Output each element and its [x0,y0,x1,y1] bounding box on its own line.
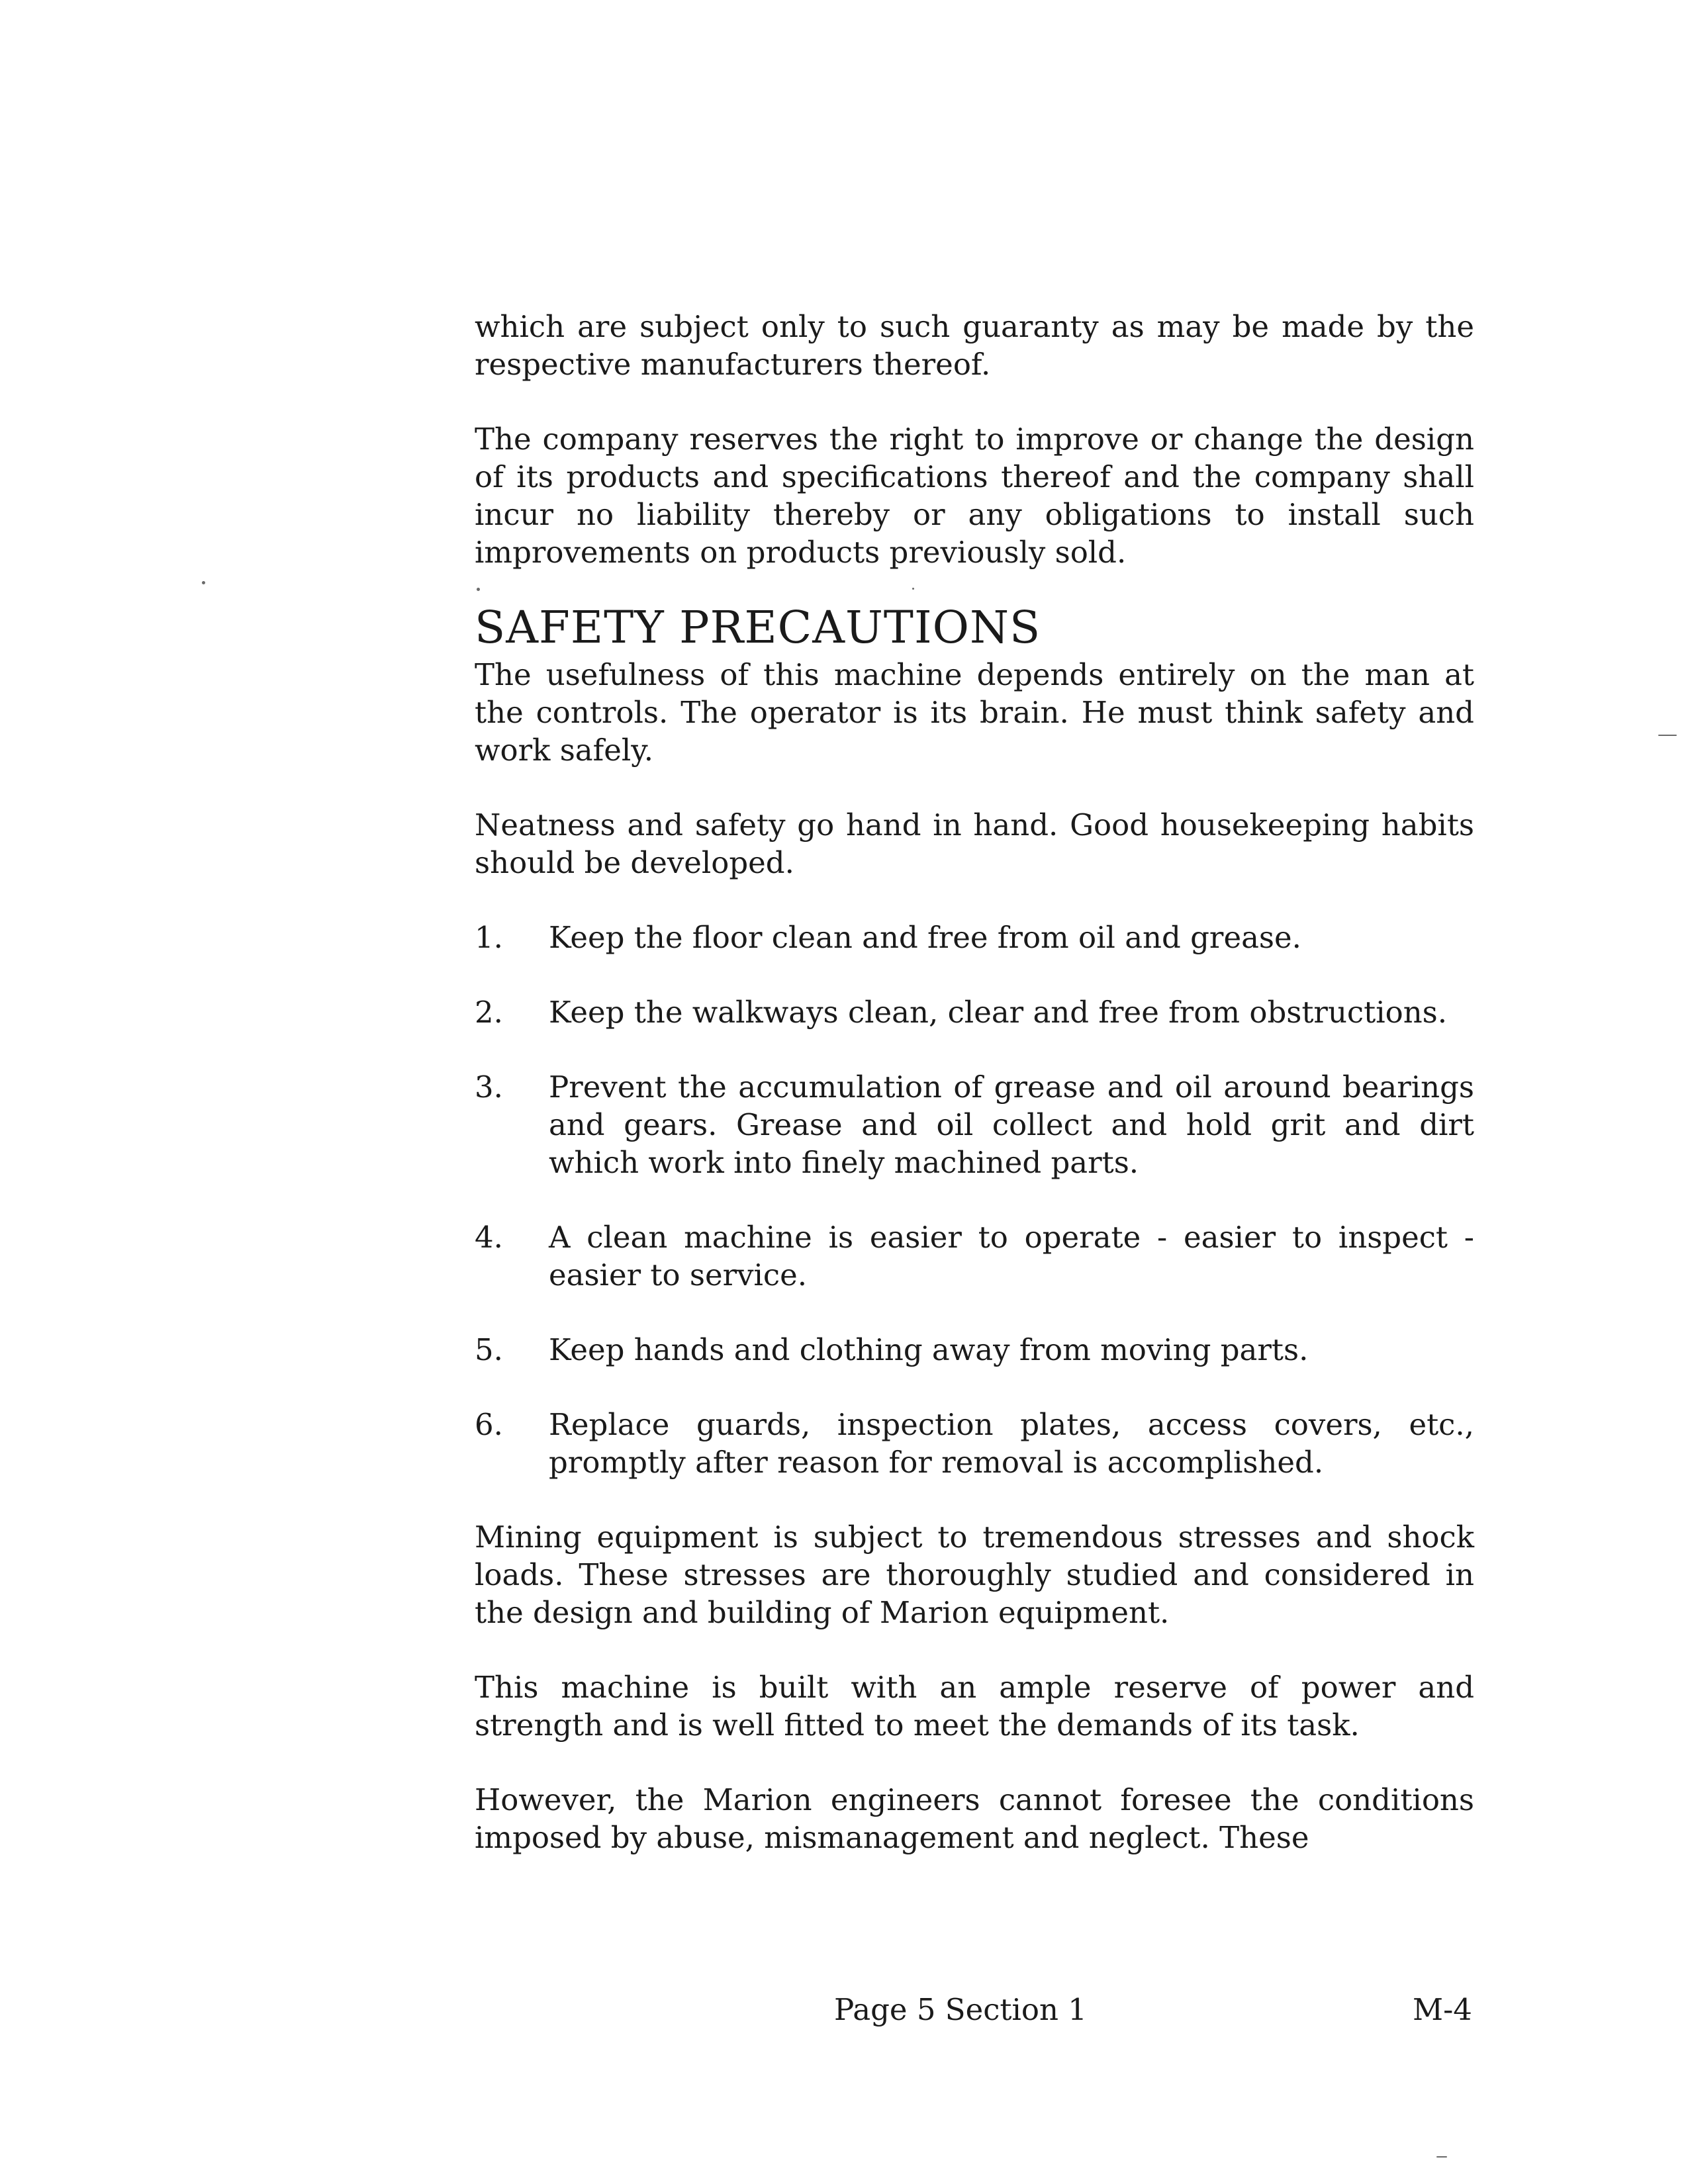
list-item-number: 1. [475,920,503,955]
paragraph-usefulness: The usefulness of this machine depends entirely on the man at the controls. The operator is its brain. He must think safety and work safely. [475,657,1474,768]
list-item-text: Prevent the accumulation of grease and oil around bearings and gears. Grease and oil collect and hold grit and dirt which work into finely machined parts. [549,1069,1474,1180]
footer-page-label: Page 5 Section 1 [834,1992,1087,2027]
paragraph-machine-power: This machine is built with an ample reserve of power and strength and is well fitted to meet the demands of its task. [475,1670,1474,1743]
list-item-text: Keep the floor clean and free from oil and grease. [549,920,1301,955]
list-item-number: 3. [475,1069,503,1105]
list-item [475,1406,1474,1481]
list-item [475,993,1474,1031]
list-item [475,1218,1474,1294]
document-body [475,308,1474,1893]
list-item [475,1331,1474,1369]
list-item-number: 6. [475,1407,503,1442]
list-item-text: Keep the walkways clean, clear and free from obstructions. [549,995,1448,1030]
list-item-text: Replace guards, inspection plates, access covers, etc., promptly after reason for removal is accomplished. [549,1407,1474,1480]
paragraph-mining-equipment: Mining equipment is subject to tremendous stresses and shock loads. These stresses are thoroughly studied and considered in the design and building of Marion equipment. [475,1520,1474,1630]
scan-speck [477,588,480,591]
list-item-number: 4. [475,1220,503,1255]
list-item-number: 5. [475,1332,503,1367]
scan-speck [202,581,205,584]
paragraph-neatness: Neatness and safety go hand in hand. Good housekeeping habits should be developed. [475,807,1474,880]
scan-speck [1436,2156,1447,2158]
list-item-text: Keep hands and clothing away from moving parts. [549,1332,1309,1367]
list-item [475,919,1474,956]
safety-list [475,919,1474,1481]
paragraph-company-rights: The company reserves the right to improve or change the design of its products and specifications thereof and the company shall incur no liability thereby or any obligations to install such improvements on products previously sold. [475,422,1474,570]
scan-speck [912,588,914,590]
list-item-number: 2. [475,995,503,1030]
list-item [475,1068,1474,1181]
paragraph-guaranty: which are subject only to such guaranty as may be made by the respective manufacturers thereof. [475,309,1474,382]
paragraph-engineers: However, the Marion engineers cannot foresee the conditions imposed by abuse, mismanagement and neglect. These [475,1782,1474,1855]
section-heading: SAFETY PRECAUTIONS [475,601,1041,653]
list-item-text: A clean machine is easier to operate - easier to inspect - easier to service. [549,1220,1474,1293]
footer-doc-code: M-4 [1413,1992,1472,2027]
scan-speck [1658,735,1677,736]
